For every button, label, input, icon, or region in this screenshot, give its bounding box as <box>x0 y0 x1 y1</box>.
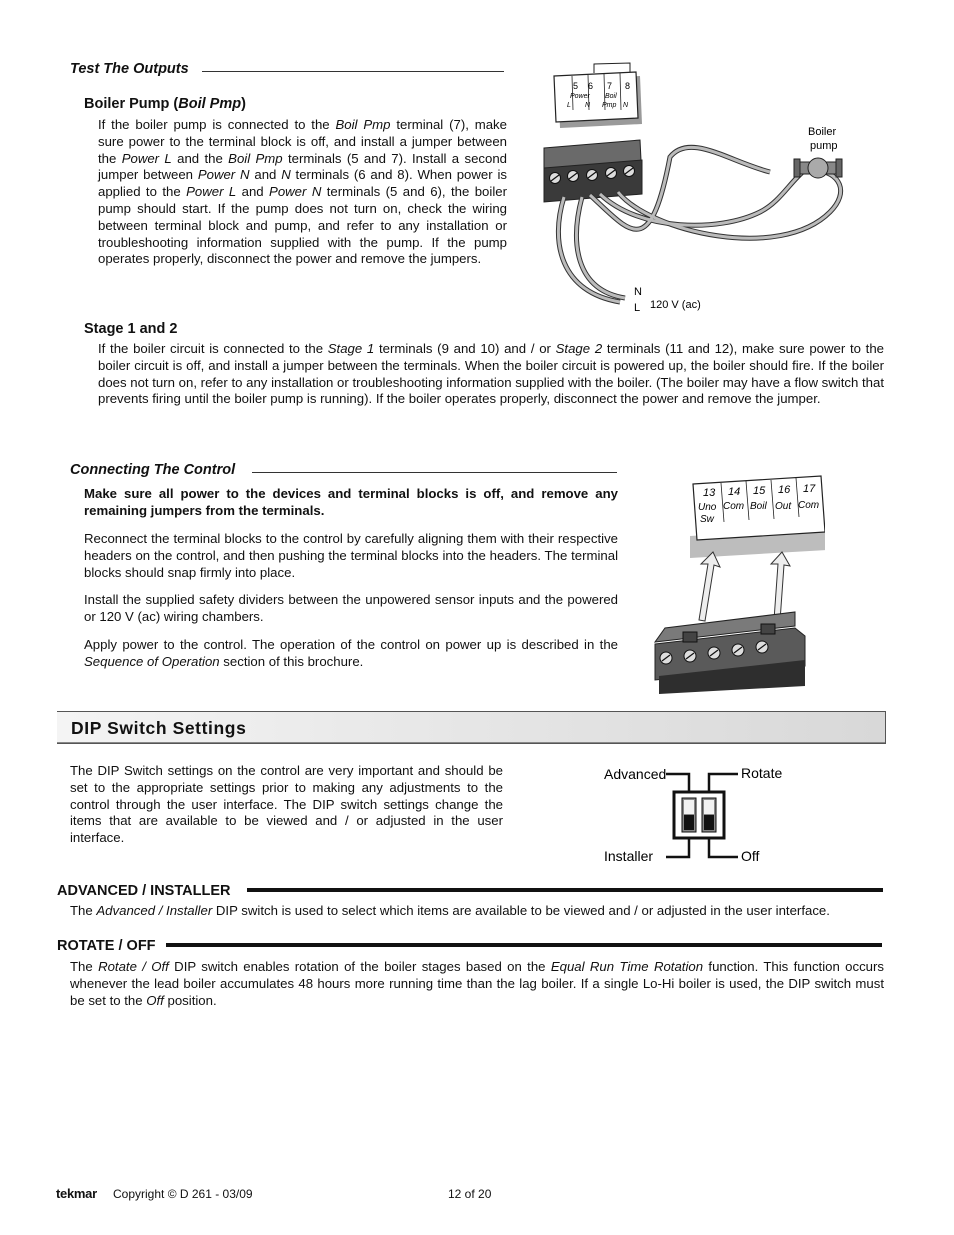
boiler-pump-heading: Boiler Pump (Boil Pmp) <box>84 96 246 112</box>
pump-label: Boiler <box>808 126 837 138</box>
terminal-label: Boil <box>605 93 617 100</box>
terminal-number: 15 <box>753 485 766 497</box>
heading-rule <box>202 71 504 72</box>
terminal-block <box>544 140 642 202</box>
rotate-off-heading: ROTATE / OFF <box>57 938 156 954</box>
terminal-connection-diagram <box>645 472 825 694</box>
dip-label-rotate: Rotate <box>741 765 783 781</box>
terminal-number: 13 <box>703 487 716 499</box>
insert-arrows <box>699 552 790 621</box>
terminal-label: N <box>585 102 591 109</box>
dip-label-off: Off <box>741 848 760 864</box>
terminal-label-card <box>554 63 642 128</box>
terminal-number: 16 <box>778 484 791 496</box>
boiler-pump-wiring-diagram <box>530 62 870 320</box>
dip-label-installer: Installer <box>604 848 654 864</box>
stage-paragraph: If the boiler circuit is connected to the Stage 1 terminals (9 and 10) and / or Stage 2 terminals (11 and 12), make sure power to the boiler circuit is off, and install a jumper between the terminals. When the boiler circuit is powered up, the boiler should fire. If the boiler does not turn on, refer to any installation or troubleshooting information supplied with the boiler. (The boiler may have a flow switch that prevents firing until the boiler pump is running). If the boiler operates properly, disconnect the power and remove the jumper. <box>98 341 885 407</box>
terminal-label: Out <box>775 501 792 512</box>
terminal-label: Com <box>723 501 745 512</box>
dip-switch-icon <box>674 792 724 838</box>
terminal-label: N <box>623 102 629 109</box>
dip-intro-paragraph: The DIP Switch settings on the control are very important and should be set to the appropriate settings prior to making any adjustments to the control through the user interface. The DIP switch settings change the items that are available to be viewed and / or adjusted in the user interface. <box>70 763 503 846</box>
connecting-paragraph: Reconnect the terminal blocks to the control by carefully aligning them with their respective headers on the control, and then pushing the terminal blocks into the headers. The terminal blocks should snap firmly into place. <box>84 531 618 580</box>
rotate-off-paragraph: The Rotate / Off DIP switch enables rotation of the boiler stages based on the Equal Run Time Rotation function. This function occurs whenever the lead boiler accumulates 48 hours more running time than the lag boiler. If a single Lo-Hi boiler is used, the DIP switch must be set to the Off position. <box>70 959 884 1008</box>
terminal-label: Boil <box>750 501 767 512</box>
boiler-pump-paragraph: If the boiler pump is connected to the Boil Pmp terminal (7), make sure power to the terminal block is off, and install a jumper between the Power L and the Boil Pmp terminals (5 and 7). Install a second jumper between Power N and N terminals (6 and 8). When power is applied to the Power L and Power N terminals (5 and 6), the boiler pump should start. If the pump does not turn on, check the wiring between terminal block and pump, and refer to any installation or troubleshooting information supplied with the pump. If the pump operates properly, disconnect the power and remove the jumpers. <box>98 117 508 267</box>
terminal-label: Com <box>798 500 820 511</box>
supply-label: 120 V (ac) <box>650 299 701 311</box>
terminal-label: Uno <box>698 502 717 513</box>
section-heading-test-outputs: Test The Outputs <box>70 61 189 77</box>
heading-rule <box>166 943 882 947</box>
terminal-label: Power <box>570 93 590 100</box>
footer-logo: tekmar <box>56 1186 97 1201</box>
dip-section-title: DIP Switch Settings <box>71 718 247 738</box>
terminal-number: 14 <box>728 486 741 498</box>
advanced-installer-heading: ADVANCED / INSTALLER <box>57 883 231 899</box>
heading-rule <box>252 472 617 473</box>
connecting-paragraph: Install the supplied safety dividers between the unpowered sensor inputs and the powered or 120 V (ac) wiring chambers. <box>84 592 618 624</box>
section-heading-connecting: Connecting The Control <box>70 462 236 478</box>
wire-l-label: L <box>634 302 641 314</box>
terminal-label: Sw <box>700 514 714 525</box>
terminal-number: 8 <box>625 81 631 91</box>
connecting-paragraph: Apply power to the control. The operation of the control on power up is described in the Sequence of Operation section of this brochure. <box>84 637 618 669</box>
heading-rule <box>247 888 883 892</box>
pump-label: pump <box>810 140 838 152</box>
dip-switch-diagram <box>598 762 798 870</box>
dip-section-banner <box>57 711 886 744</box>
terminal-label: L <box>567 102 571 109</box>
footer-page-number: 12 of 20 <box>448 1187 492 1201</box>
terminal-number: 17 <box>803 483 816 495</box>
stage-heading: Stage 1 and 2 <box>84 321 178 337</box>
terminal-number: 6 <box>588 81 594 91</box>
terminal-block <box>655 612 805 694</box>
terminal-label: Pmp <box>602 102 617 109</box>
connecting-warning: Make sure all power to the devices and terminal blocks is off, and remove any remaining jumpers from the terminals. <box>84 486 618 518</box>
dip-label-advanced: Advanced <box>604 766 667 782</box>
advanced-installer-paragraph: The Advanced / Installer DIP switch is used to select which items are available to be viewed and / or adjusted in the user interface. <box>70 903 830 918</box>
control-header-card <box>690 476 825 558</box>
terminal-number: 5 <box>573 81 579 91</box>
footer-copyright: Copyright © D 261 - 03/09 <box>113 1187 253 1201</box>
terminal-number: 7 <box>607 81 613 91</box>
wire-n-label: N <box>634 286 642 298</box>
